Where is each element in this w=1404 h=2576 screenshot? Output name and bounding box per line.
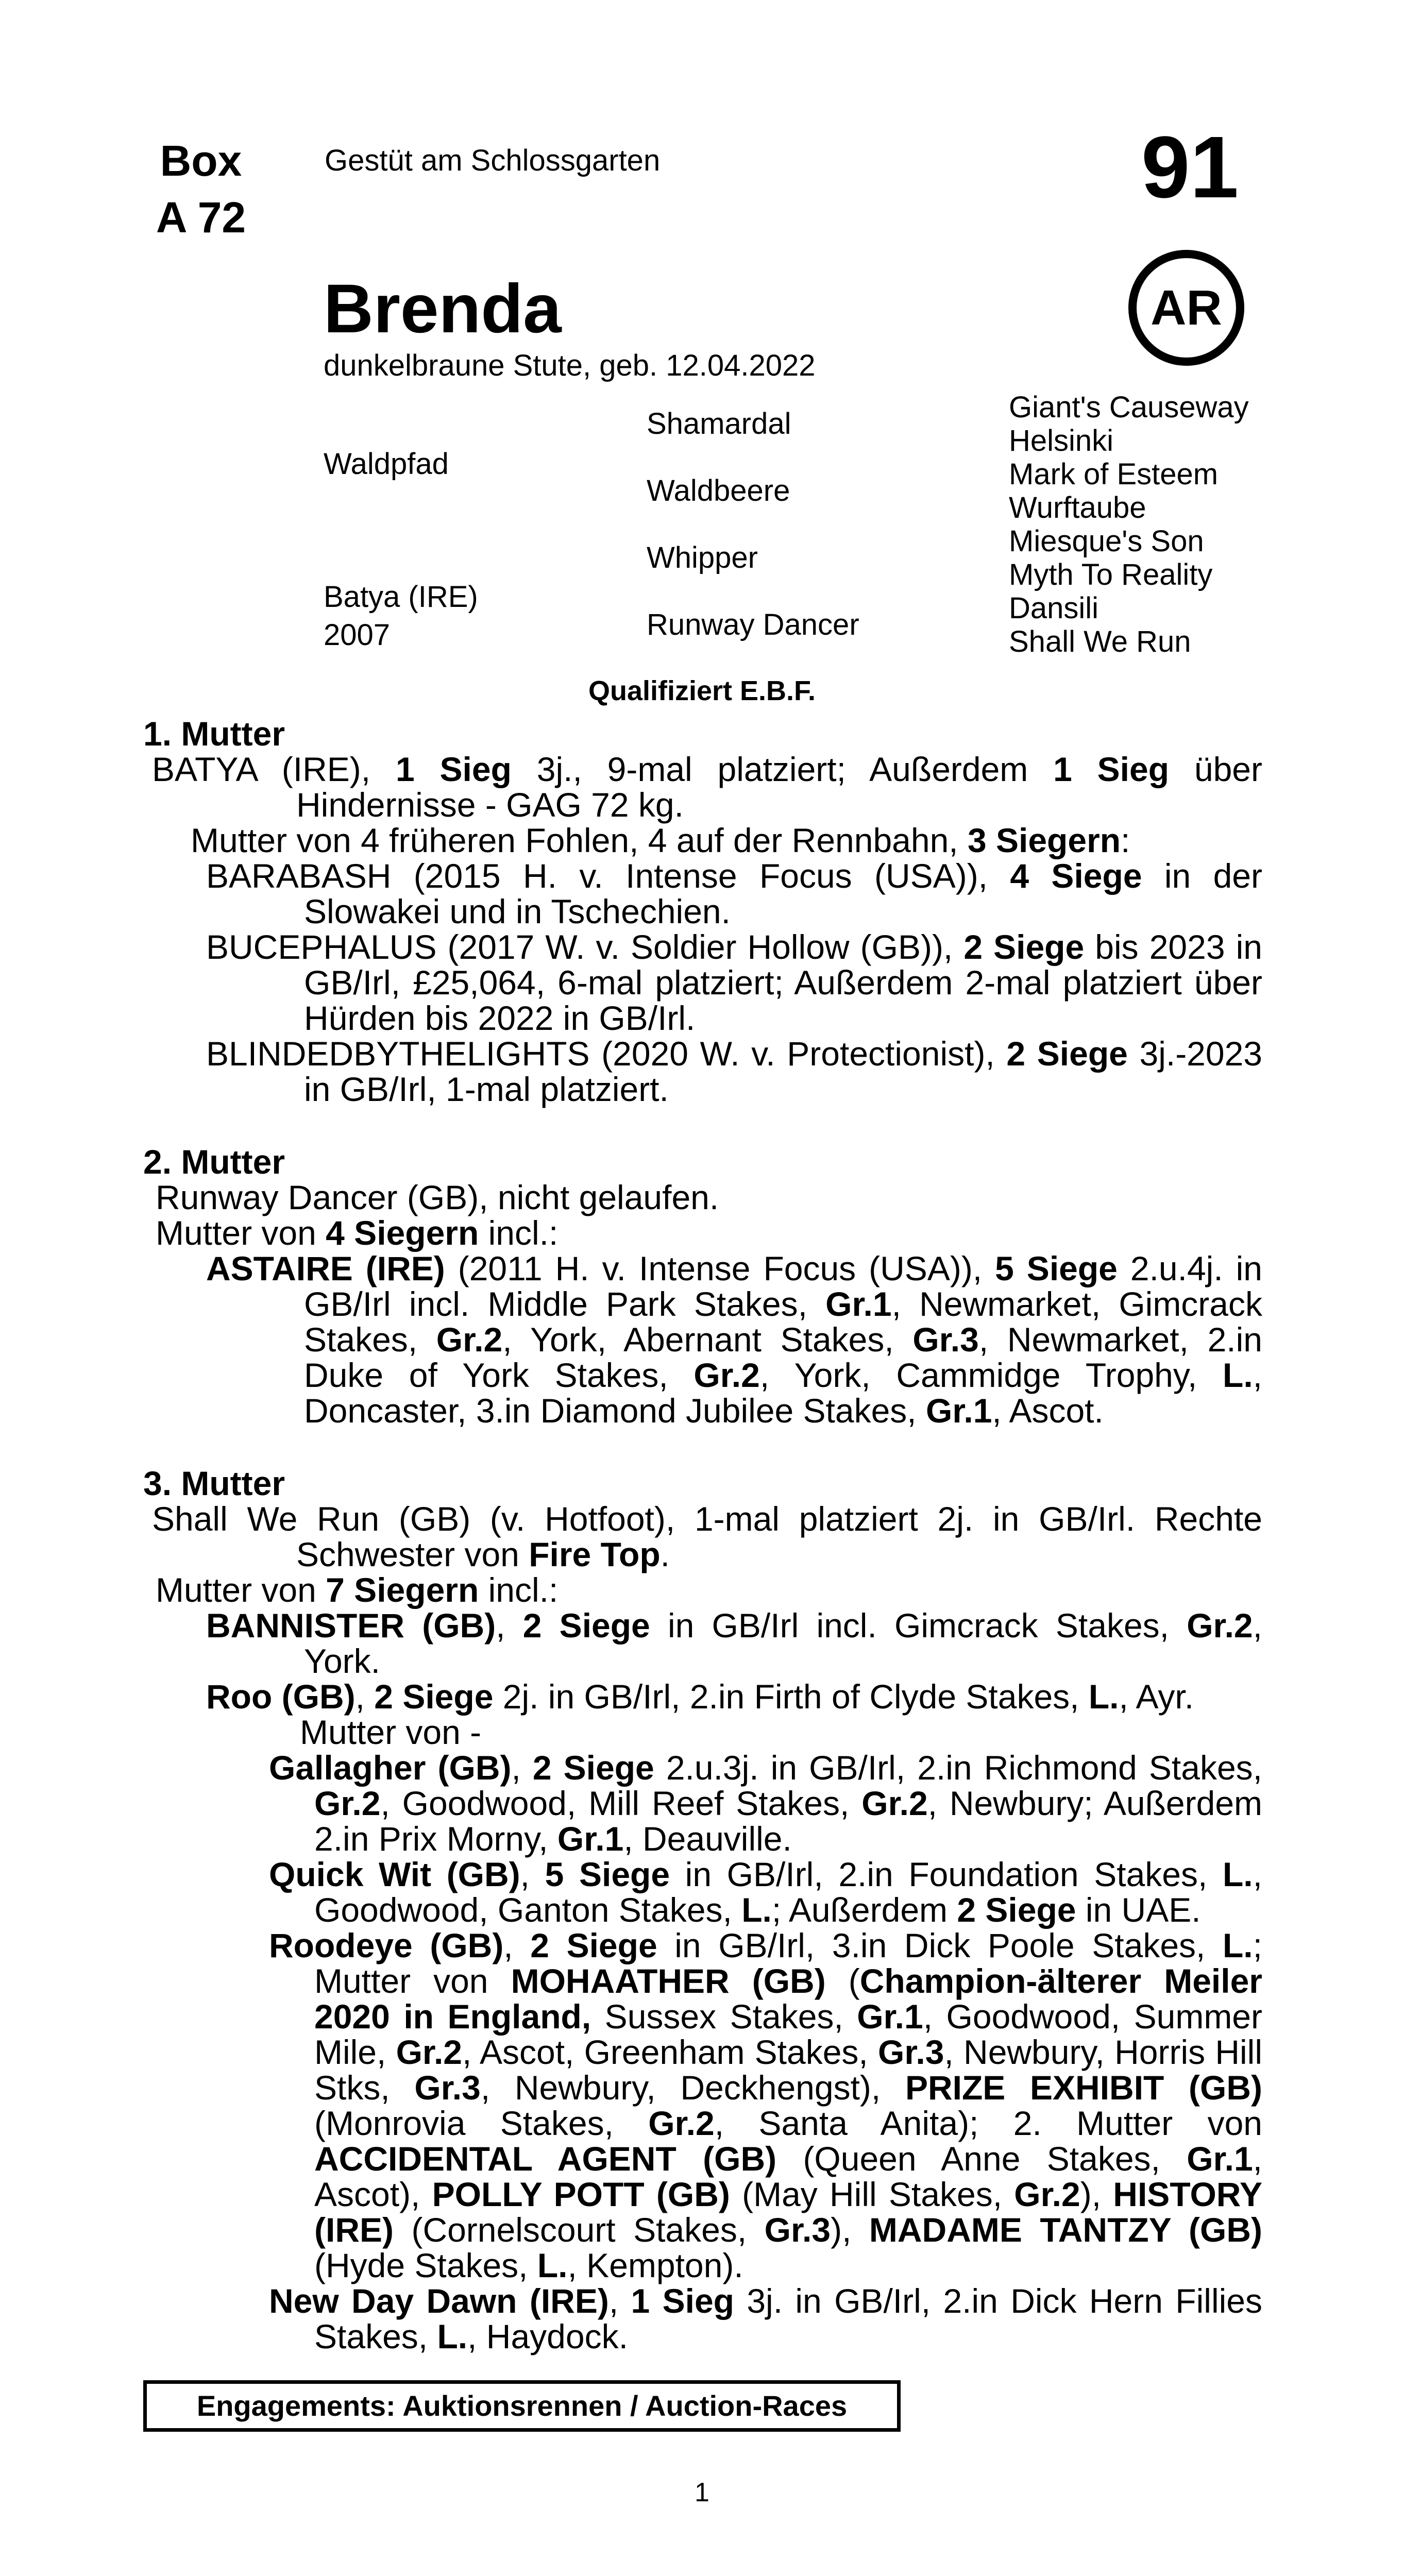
- record-text: , Kempton).: [567, 2246, 743, 2284]
- record-text: , Haydock.: [467, 2317, 628, 2355]
- record-bold-text: 2 Siege: [522, 1606, 650, 1645]
- record-text: , Ascot.: [992, 1392, 1104, 1430]
- record-bold-text: Roo (GB): [206, 1677, 356, 1716]
- record-text: BATYA (IRE),: [152, 750, 396, 788]
- record-bold-text: Gr.2: [436, 1320, 503, 1359]
- pedigree-ggp-entry: Dansili: [1009, 591, 1099, 625]
- box-number: A 72: [156, 193, 246, 242]
- record-text: , Newbury, Horris Hill Stks,: [314, 2033, 1262, 2107]
- record-text: , York, Cammidge Trophy,: [759, 1356, 1223, 1394]
- record-text: , Newbury, Deckhengst),: [480, 2069, 905, 2107]
- record-bold-text: Gr.1: [925, 1392, 992, 1430]
- pedigree-dam-year: 2007: [324, 618, 391, 652]
- record-bold-text: 1 Sieg: [631, 2282, 734, 2320]
- record-text: ,: [608, 2282, 631, 2320]
- record-text: , Newbury; Außerdem 2.in Prix Morny,: [314, 1784, 1262, 1858]
- record-text: (Queen Anne Stakes,: [776, 2140, 1187, 2178]
- record-text: Mutter von: [156, 1214, 326, 1252]
- record-bold-text: BANNISTER (GB): [206, 1606, 496, 1645]
- record-bold-text: MADAME TANTZY (GB): [869, 2211, 1262, 2249]
- record-bold-text: L.: [1222, 1855, 1253, 1893]
- pedigree-sire: Waldpfad: [324, 447, 449, 481]
- section-heading: 1. Mutter: [143, 715, 285, 753]
- record-text: , Goodwood, Ganton Stakes,: [314, 1855, 1262, 1929]
- record-bold-text: L.: [1088, 1677, 1119, 1716]
- record-bold-text: 4 Siegern: [326, 1214, 479, 1252]
- record-text: (2011 H. v. Intense Focus (USA)),: [445, 1249, 995, 1287]
- pedigree-dam-dam: Runway Dancer: [647, 608, 859, 641]
- record-text: in GB/Irl incl. Gimcrack Stakes,: [650, 1606, 1187, 1645]
- qualification-note: Qualifiziert E.B.F.: [588, 675, 816, 706]
- record-bold-text: Gr.1: [857, 1997, 923, 2036]
- pedigree-ggp-entry: Giant's Causeway: [1009, 391, 1249, 424]
- record-text: 2.u.3j. in GB/Irl, 2.in Richmond Stakes,: [654, 1749, 1262, 1787]
- record-text: ),: [1080, 2175, 1113, 2213]
- record-text: (: [825, 1962, 860, 2000]
- record-bold-text: Gr.3: [414, 2069, 481, 2107]
- record-bold-text: 5 Siege: [995, 1249, 1118, 1287]
- record-paragraph: [144, 1928, 1262, 2283]
- record-bold-text: Gr.1: [1187, 2140, 1253, 2178]
- record-paragraph: [144, 2283, 1262, 2354]
- section-gap: [144, 1107, 1262, 1144]
- record-text: BUCEPHALUS (2017 W. v. Soldier Hollow (GB)),: [206, 928, 964, 966]
- record-bold-text: 2 Siege: [963, 928, 1085, 966]
- record-bold-text: Gr.2: [396, 2033, 463, 2071]
- pedigree-ggp-entry: Shall We Run: [1009, 625, 1191, 658]
- record-bold-text: ASTAIRE (IRE): [206, 1249, 445, 1287]
- record-text: :: [1121, 821, 1130, 859]
- pedigree-great-grandparents: [1009, 391, 1249, 658]
- pedigree-ggp-entry: Myth To Reality: [1009, 558, 1213, 591]
- record-paragraph: [144, 752, 1262, 823]
- record-text: (Hyde Stakes,: [314, 2246, 537, 2284]
- record-paragraph: [144, 1251, 1262, 1429]
- record-bold-text: Gr.1: [825, 1285, 892, 1323]
- record-text: Runway Dancer (GB), nicht gelaufen.: [156, 1178, 719, 1216]
- ar-badge: AR: [1128, 250, 1244, 366]
- record-text: ,: [355, 1677, 375, 1716]
- record-bold-text: POLLY POTT (GB): [432, 2175, 730, 2213]
- record-bold-text: 1 Sieg: [395, 750, 512, 788]
- record-bold-text: Gr.1: [557, 1820, 624, 1858]
- pedigree-sire-dam: Waldbeere: [647, 474, 790, 507]
- page-number: 1: [695, 2478, 709, 2507]
- pedigree-dam: Batya (IRE): [324, 580, 478, 614]
- record-bold-text: Gr.2: [861, 1784, 928, 1822]
- record-text: 3j., 9-mal platziert; Außerdem: [511, 750, 1054, 788]
- record-bold-text: 2 Siege: [532, 1749, 654, 1787]
- section-heading: 3. Mutter: [143, 1464, 285, 1502]
- record-bold-text: New Day Dawn (IRE): [269, 2282, 609, 2320]
- record-bold-text: Gr.2: [693, 1356, 760, 1394]
- record-text: Mutter von 4 früheren Fohlen, 4 auf der Rennbahn,: [191, 821, 968, 859]
- record-bold-text: Gr.3: [912, 1320, 979, 1359]
- record-text: ,: [503, 1926, 531, 1964]
- record-text: ; Mutter von: [314, 1926, 1262, 2000]
- record-text: , Ayr.: [1119, 1677, 1194, 1716]
- record-text: ,: [511, 1749, 533, 1787]
- record-bold-text: ACCIDENTAL AGENT (GB): [314, 2140, 777, 2178]
- record-bold-text: Fire Top: [529, 1535, 661, 1573]
- record-text: , Doncaster, 3.in Diamond Jubilee Stakes,: [304, 1356, 1263, 1430]
- record-text: (Monrovia Stakes,: [314, 2104, 649, 2142]
- record-paragraph: [144, 1750, 1262, 1857]
- record-text: bis 2023 in GB/Irl, £25,064, 6-mal platziert; Außerdem 2-mal platziert über Hürden bis 2022 in GB/Irl.: [304, 928, 1262, 1037]
- record-text: .: [660, 1535, 670, 1573]
- record-text: , Newmarket, 2.in Duke of York Stakes,: [304, 1320, 1263, 1394]
- pedigree-sire-sire: Shamardal: [647, 407, 791, 440]
- record-text: , Newmarket, Gimcrack Stakes,: [304, 1285, 1262, 1359]
- record-bold-text: Gr.2: [1187, 1606, 1253, 1645]
- record-paragraph: [144, 1715, 1262, 1750]
- record-bold-text: Gr.2: [648, 2104, 715, 2142]
- record-text: Mutter von: [156, 1571, 326, 1609]
- record-bold-text: Quick Wit (GB): [269, 1855, 520, 1893]
- record-bold-text: 1 Sieg: [1053, 750, 1170, 788]
- pedigree-dam-sire: Whipper: [647, 541, 758, 574]
- record-text: in der Slowakei und in Tschechien.: [304, 857, 1262, 930]
- record-paragraph: [144, 929, 1262, 1036]
- record-bold-text: L.: [741, 1891, 772, 1929]
- family-record: [144, 716, 1262, 2354]
- record-bold-text: L.: [537, 2246, 568, 2284]
- record-paragraph: [144, 1857, 1262, 1928]
- record-text: in GB/Irl, 3.in Dick Poole Stakes,: [657, 1926, 1223, 1964]
- record-text: ,: [496, 1606, 523, 1645]
- record-paragraph: [144, 1036, 1262, 1107]
- horse-description: dunkelbraune Stute, geb. 12.04.2022: [324, 349, 816, 382]
- record-bold-text: 5 Siege: [545, 1855, 670, 1893]
- record-text: , Deauville.: [623, 1820, 792, 1858]
- record-text: über Hindernisse - GAG 72 kg.: [296, 750, 1262, 824]
- pedigree-ggp-entry: Mark of Esteem: [1009, 457, 1219, 491]
- record-text: ,: [520, 1855, 545, 1893]
- record-text: (May Hill Stakes,: [730, 2175, 1014, 2213]
- breeder-name: Gestüt am Schlossgarten: [325, 144, 661, 177]
- record-text: Shall We Run (GB) (v. Hotfoot), 1-mal platziert 2j. in GB/Irl. Rechte Schwester von: [152, 1500, 1262, 1573]
- record-bold-text: L.: [437, 2317, 468, 2355]
- record-text: , York, Abernant Stakes,: [502, 1320, 913, 1359]
- record-text: , Goodwood, Mill Reef Stakes,: [380, 1784, 862, 1822]
- record-text: 3j.-2023 in GB/Irl, 1-mal platziert.: [304, 1035, 1262, 1108]
- section-heading: 2. Mutter: [143, 1143, 285, 1181]
- record-text: Sussex Stakes,: [591, 1997, 857, 2036]
- lot-number: 91: [1141, 118, 1239, 216]
- record-text: incl.:: [479, 1571, 559, 1609]
- record-bold-text: 2 Siege: [1006, 1035, 1128, 1073]
- record-bold-text: PRIZE EXHIBIT (GB): [905, 2069, 1262, 2107]
- record-text: ; Außerdem: [771, 1891, 957, 1929]
- record-bold-text: Gallagher (GB): [269, 1749, 512, 1787]
- record-paragraph: [144, 1679, 1262, 1715]
- record-text: Mutter von -: [300, 1713, 482, 1751]
- record-bold-text: 4 Siege: [1010, 857, 1142, 895]
- record-text: , Goodwood, Summer Mile,: [314, 1997, 1262, 2071]
- record-bold-text: 7 Siegern: [326, 1571, 479, 1609]
- pedigree-ggp-entry: Helsinki: [1009, 424, 1114, 457]
- record-bold-text: HISTORY (IRE): [314, 2175, 1263, 2249]
- record-bold-text: Champion-älterer Meiler 2020 in England,: [314, 1962, 1262, 2036]
- pedigree-ggp-entry: Miesque's Son: [1009, 524, 1204, 558]
- record-text: , Ascot, Greenham Stakes,: [462, 2033, 878, 2071]
- record-text: in UAE.: [1076, 1891, 1201, 1929]
- record-text: in GB/Irl, 2.in Foundation Stakes,: [670, 1855, 1223, 1893]
- box-label: Box: [160, 137, 242, 185]
- record-bold-text: MOHAATHER (GB): [511, 1962, 826, 2000]
- record-text: (Cornelscourt Stakes,: [393, 2211, 765, 2249]
- record-text: incl.:: [479, 1214, 559, 1252]
- record-text: BARABASH (2015 H. v. Intense Focus (USA)),: [206, 857, 1010, 895]
- record-paragraph: [144, 858, 1262, 929]
- record-bold-text: L.: [1223, 1356, 1253, 1394]
- record-bold-text: Gr.2: [314, 1784, 381, 1822]
- record-paragraph: [144, 1572, 1262, 1608]
- record-paragraph: [144, 1215, 1262, 1251]
- record-bold-text: 2 Siege: [957, 1891, 1076, 1929]
- record-text: , Ascot),: [314, 2140, 1263, 2213]
- record-bold-text: Gr.3: [878, 2033, 944, 2071]
- record-paragraph: [144, 1608, 1262, 1679]
- horse-name: Brenda: [324, 270, 562, 347]
- record-paragraph: [144, 823, 1262, 858]
- record-bold-text: L.: [1222, 1926, 1253, 1964]
- pedigree-ggp-entry: Wurftaube: [1009, 491, 1146, 524]
- engagements-box: Engagements: Auktionsrennen / Auction-Races: [143, 2380, 901, 2432]
- record-bold-text: Gr.3: [764, 2211, 831, 2249]
- record-text: BLINDEDBYTHELIGHTS (2020 W. v. Protectionist),: [206, 1035, 1007, 1073]
- record-paragraph: [144, 1501, 1262, 1572]
- record-bold-text: Roodeye (GB): [269, 1926, 504, 1964]
- record-text: 2j. in GB/Irl, 2.in Firth of Clyde Stakes,: [493, 1677, 1089, 1716]
- record-text: , Santa Anita); 2. Mutter von: [714, 2104, 1262, 2142]
- record-bold-text: 2 Siege: [530, 1926, 657, 1964]
- record-text: 3j. in GB/Irl, 2.in Dick Hern Fillies Stakes,: [314, 2282, 1262, 2355]
- record-bold-text: 3 Siegern: [967, 821, 1121, 859]
- record-text: 2.u.4j. in GB/Irl incl. Middle Park Stakes,: [304, 1249, 1262, 1323]
- section-gap: [144, 1429, 1262, 1466]
- record-paragraph: [144, 1180, 1262, 1215]
- record-bold-text: Gr.2: [1014, 2175, 1080, 2213]
- record-text: ),: [831, 2211, 869, 2249]
- record-bold-text: 2 Siege: [374, 1677, 494, 1716]
- record-text: , York.: [304, 1606, 1262, 1680]
